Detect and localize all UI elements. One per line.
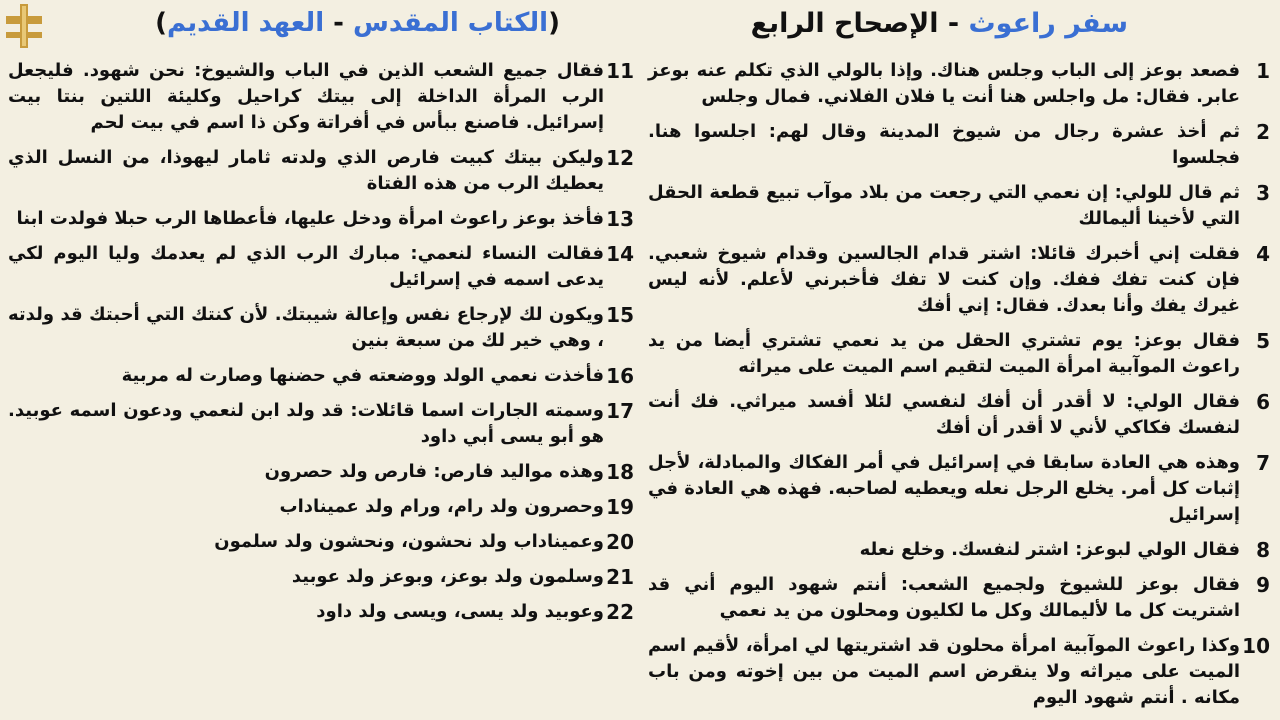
verse-text: فأخذ بوعز راعوث امرأة ودخل عليها، فأعطاها الرب حبلا فولدت ابنا — [16, 208, 604, 229]
verse-number: 20 — [606, 530, 634, 554]
verse-text: فقال الولي لبوعز: اشتر لنفسك. وخلع نعله — [859, 539, 1240, 560]
verse-19 — [8, 494, 634, 520]
verse-number: 11 — [606, 59, 634, 83]
verse-number: 14 — [606, 242, 634, 266]
verse-text: فقال جميع الشعب الذين في الباب والشيوخ: نحن شهود. فليجعل الرب المرأة الداخلة إلى بيتك كراحيل وكليئة اللتين بنتا بيت إسرائيل. فاصنع ببأس في أفراتة وكن ذا اسم في بيت لحم — [8, 60, 604, 133]
verse-text: فقال الولي: لا أقدر أن أفك لنفسي لئلا أفسد ميراثي. فك أنت لنفسك فكاكي لأني لا أقدر أن أفك — [648, 391, 1240, 438]
verse-text: وعميناداب ولد نحشون، ونحشون ولد سلمون — [214, 531, 604, 552]
verse-15 — [8, 302, 634, 354]
verse-text: فأخذت نعمي الولد ووضعته في حضنها وصارت له مربية — [121, 365, 604, 386]
verse-text: وسلمون ولد بوعز، وبوعز ولد عوبيد — [291, 566, 604, 587]
verse-12 — [8, 145, 634, 197]
verse-number: 5 — [1256, 329, 1270, 353]
verse-number: 13 — [606, 207, 634, 231]
verse-number: 6 — [1256, 390, 1270, 414]
verse-3 — [648, 180, 1270, 232]
verse-2 — [648, 119, 1270, 171]
header — [0, 0, 1280, 56]
verse-text: فقلت إني أخبرك قائلا: اشتر قدام الجالسين وقدام شيوخ شعبي. فإن كنت تفك ففك. وإن كنت لا تفك فأخبرني لأعلم. لأنه ليس غيرك يفك وأنا بعدك. فقال: إني أفك — [648, 243, 1240, 316]
verse-9 — [648, 572, 1270, 624]
verse-text: وهذه مواليد فارص: فارص ولد حصرون — [264, 461, 604, 482]
verse-text: وسمته الجارات اسما قائلات: قد ولد ابن لنعمي ودعون اسمه عوبيد. هو أبو يسى أبي داود — [8, 400, 604, 447]
open-paren: ( — [548, 8, 560, 38]
church-cross-logo-icon — [4, 2, 44, 50]
verse-number: 3 — [1256, 181, 1270, 205]
verse-number: 2 — [1256, 120, 1270, 144]
verse-text: ويكون لك لإرجاع نفس وإعالة شيبتك. لأن كنتك التي أحبتك قد ولدته ، وهي خير لك من سبعة بنين — [8, 304, 604, 351]
bible-label: الكتاب المقدس — [353, 8, 549, 38]
verse-text: فقال بوعز للشيوخ ولجميع الشعب: أنتم شهود اليوم أني قد اشتريت كل ما لأليمالك وكل ما لكليون ومحلون من يد نعمي — [648, 574, 1240, 621]
bible-title — [155, 8, 560, 38]
verse-number: 12 — [606, 146, 634, 170]
verse-number: 1 — [1256, 59, 1270, 83]
verse-1 — [648, 58, 1270, 110]
verse-21 — [8, 564, 634, 590]
verses-column-left — [8, 58, 634, 634]
verse-text: وكذا راعوث الموآبية امرأة محلون قد اشتريتها لي امرأة، لأقيم اسم الميت على ميراثه ولا ينقرض اسم الميت من بين إخوته ومن باب مكانه . أنتم شهود اليوم — [648, 635, 1240, 708]
testament-label: العهد القديم — [166, 8, 325, 38]
verse-number: 19 — [606, 495, 634, 519]
verse-text: وحصرون ولد رام، ورام ولد عميناداب — [279, 496, 604, 517]
verse-text: وليكن بيتك كبيت فارص الذي ولدته ثامار ليهوذا، من النسل الذي يعطيك الرب من هذه الفتاة — [8, 147, 604, 194]
verse-number: 9 — [1256, 573, 1270, 597]
verse-20 — [8, 529, 634, 555]
verse-number: 21 — [606, 565, 634, 589]
verse-number: 8 — [1256, 538, 1270, 562]
close-paren: ) — [155, 8, 167, 38]
verse-text: فقالت النساء لنعمي: مبارك الرب الذي لم يعدمك وليا اليوم لكي يدعى اسمه في إسرائيل — [8, 243, 604, 290]
verse-8 — [648, 537, 1270, 563]
verse-text: ثم قال للولي: إن نعمي التي رجعت من بلاد موآب تبيع قطعة الحقل التي لأخينا أليمالك — [648, 182, 1240, 229]
verse-text: وعوبيد ولد يسى، ويسى ولد داود — [316, 601, 604, 622]
verse-14 — [8, 241, 634, 293]
verses-column-right — [648, 58, 1270, 720]
verse-number: 17 — [606, 399, 634, 423]
verse-text: وهذه هي العادة سابقا في إسرائيل في أمر الفكاك والمبادلة، لأجل إثبات كل أمر. يخلع الرجل نعله ويعطيه لصاحبه. فهذه هي العادة في إسرائيل — [648, 452, 1240, 525]
title-separator: - — [324, 8, 354, 38]
verse-11 — [8, 58, 634, 136]
verse-number: 22 — [606, 600, 634, 624]
verse-22 — [8, 599, 634, 625]
verse-number: 4 — [1256, 242, 1270, 266]
chapter-name: الإصحاح الرابع — [750, 8, 939, 39]
verse-7 — [648, 450, 1270, 528]
verse-number: 18 — [606, 460, 634, 484]
verse-number: 15 — [606, 303, 634, 327]
verse-text: فصعد بوعز إلى الباب وجلس هناك. وإذا بالولي الذي تكلم عنه بوعز عابر. فقال: مل واجلس هنا أنت يا فلان الفلاني. فمال وجلس — [648, 60, 1240, 107]
verse-16 — [8, 363, 634, 389]
verse-number: 7 — [1256, 451, 1270, 475]
verse-18 — [8, 459, 634, 485]
verse-text: ثم أخذ عشرة رجال من شيوخ المدينة وقال لهم: اجلسوا هنا. فجلسوا — [648, 121, 1240, 168]
verse-10 — [648, 633, 1270, 711]
verse-number: 16 — [606, 364, 634, 388]
verse-6 — [648, 389, 1270, 441]
chapter-title — [568, 8, 1128, 39]
title-separator: - — [938, 8, 969, 39]
verse-text: فقال بوعز: يوم تشتري الحقل من يد نعمي تشتري أيضا من يد راعوث الموآبية امرأة الميت لتقيم اسم الميت على ميراثه — [648, 330, 1240, 377]
verse-13 — [8, 206, 634, 232]
verse-5 — [648, 328, 1270, 380]
verse-number: 10 — [1242, 634, 1270, 658]
verse-4 — [648, 241, 1270, 319]
book-name: سفر راعوث — [968, 8, 1128, 39]
verse-17 — [8, 398, 634, 450]
